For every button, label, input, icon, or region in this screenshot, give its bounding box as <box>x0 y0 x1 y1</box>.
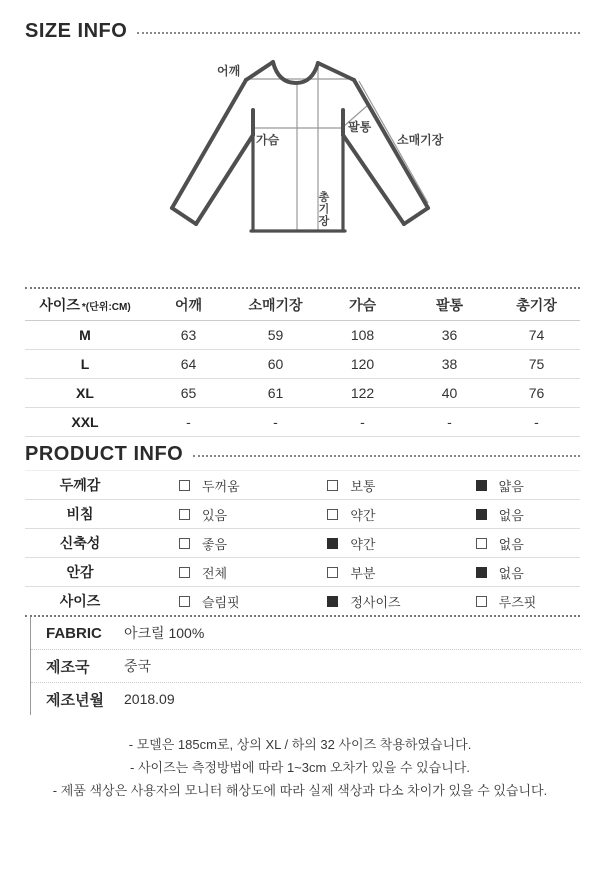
col-header-chest: 가슴 <box>348 296 377 313</box>
manufacture-date-value: 2018.09 <box>124 691 175 707</box>
option: 두꺼움 <box>135 476 283 495</box>
origin-label: 제조국 <box>46 658 90 676</box>
checkbox-icon <box>327 480 338 491</box>
fabric-label: FABRIC <box>46 624 102 642</box>
size-row-l: L 64 60 120 38 75 <box>25 350 580 379</box>
option: 전체 <box>135 563 283 582</box>
fabric-row <box>31 617 581 650</box>
size-table <box>25 287 580 437</box>
note-line: - 모델은 185cm로, 상의 XL / 하의 32 사이즈 착용하였습니다. <box>128 737 472 752</box>
option: 슬림핏 <box>135 592 283 611</box>
size-info-title: SIZE INFO <box>25 20 128 42</box>
checkbox-icon <box>327 538 338 549</box>
product-info-title: PRODUCT INFO <box>25 443 184 465</box>
option: 없음 <box>432 505 580 524</box>
col-header-arm: 팔통 <box>435 296 464 313</box>
label-chest: 가슴 <box>256 133 280 147</box>
attr-row-fit: 사이즈 슬림핏 정사이즈 루즈핏 <box>25 587 580 617</box>
label-arm-width: 팔통 <box>348 120 372 134</box>
checkbox-icon <box>179 567 190 578</box>
measurement-lines <box>244 65 428 231</box>
checkbox-icon <box>327 596 338 607</box>
note-line: - 제품 색상은 사용자의 모니터 해상도에 따라 실제 색상과 다소 차이가 있을 수 있습니다. <box>52 783 548 798</box>
option: 정사이즈 <box>283 592 431 611</box>
checkbox-icon <box>476 596 487 607</box>
product-info-table <box>25 470 580 617</box>
size-column-header: 사이즈 *(단위:CM) <box>39 296 131 313</box>
size-row-m: M 63 59 108 36 74 <box>25 321 580 350</box>
manufacture-date-row <box>31 683 581 715</box>
checkbox-icon <box>476 480 487 491</box>
checkbox-icon <box>327 509 338 520</box>
attr-row-thickness: 두께감 두꺼움 보통 얇음 <box>25 470 580 500</box>
attr-row-sheerness: 비침 있음 약간 없음 <box>25 500 580 529</box>
label-shoulder: 어깨 <box>217 64 241 78</box>
checkbox-icon <box>179 538 190 549</box>
size-table-header <box>25 289 580 321</box>
col-header-total: 총기장 <box>516 296 557 313</box>
checkbox-icon <box>179 596 190 607</box>
option: 있음 <box>135 505 283 524</box>
manufacture-date-label: 제조년월 <box>46 691 104 709</box>
product-details <box>30 617 581 715</box>
option: 약간 <box>283 505 431 524</box>
checkbox-icon <box>179 480 190 491</box>
size-row-xxl: XXL - - - - - <box>25 408 580 437</box>
jacket-diagram <box>140 50 500 272</box>
label-total-length: 총기장 <box>317 191 329 227</box>
option: 보통 <box>283 476 431 495</box>
option: 없음 <box>432 563 580 582</box>
option: 부분 <box>283 563 431 582</box>
option: 좋음 <box>135 534 283 553</box>
footer-notes <box>0 733 600 802</box>
product-info-header <box>25 443 580 466</box>
option: 루즈핏 <box>432 592 580 611</box>
checkbox-icon <box>327 567 338 578</box>
jacket-outline-svg <box>140 50 500 272</box>
origin-row <box>31 650 581 683</box>
option: 약간 <box>283 534 431 553</box>
checkbox-icon <box>476 567 487 578</box>
checkbox-icon <box>476 538 487 549</box>
label-sleeve-length: 소매기장 <box>397 133 444 147</box>
origin-value: 중국 <box>124 658 152 674</box>
unit-label: *(단위:CM) <box>81 301 131 313</box>
note-line: - 사이즈는 측정방법에 따라 1~3cm 오차가 있을 수 있습니다. <box>130 760 470 775</box>
attr-row-lining: 안감 전체 부분 없음 <box>25 558 580 587</box>
col-header-shoulder: 어깨 <box>174 296 203 313</box>
col-header-sleeve: 소매기장 <box>248 296 303 313</box>
checkbox-icon <box>179 509 190 520</box>
jacket-body <box>251 135 345 231</box>
option: 얇음 <box>432 476 580 495</box>
checkbox-icon <box>476 509 487 520</box>
fabric-value: 아크릴 100% <box>124 625 205 641</box>
size-info-header <box>25 20 580 43</box>
option: 없음 <box>432 534 580 553</box>
attr-row-elasticity: 신축성 좋음 약간 없음 <box>25 529 580 558</box>
jacket-outline <box>172 62 428 224</box>
size-row-xl: XL 65 61 122 40 76 <box>25 379 580 408</box>
dotted-divider <box>137 32 580 34</box>
dotted-divider <box>193 455 580 457</box>
